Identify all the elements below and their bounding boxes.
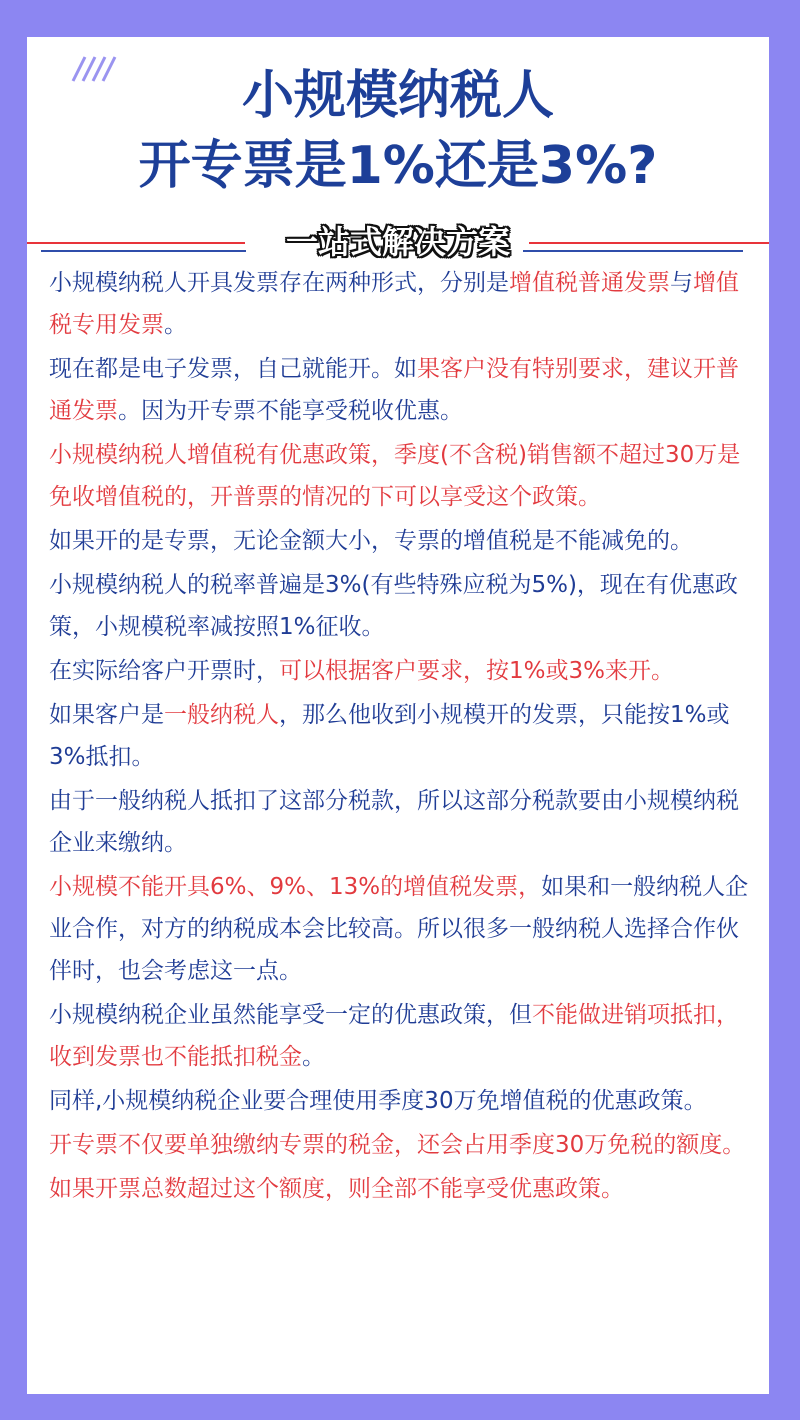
- paragraph: [49, 262, 755, 346]
- highlight-text: 果客户没有特别要求，建议开普通发票: [49, 356, 739, 424]
- paragraph: [49, 434, 755, 518]
- title-line-1: 小规模纳税人: [241, 66, 554, 126]
- highlight-text: 可以根据客户要求，按1%或3%来开。: [279, 658, 674, 684]
- body-text: 由于一般纳税人抵扣了这部分税款，所以这部分税款要由小规模纳税企业来缴纳。: [49, 788, 739, 856]
- body-text: 同样,小规模纳税企业要合理使用季度30万免增值税的优惠政策。: [49, 1088, 707, 1114]
- paragraph: [49, 650, 755, 692]
- body-text: 如果开的是专票，无论金额大小，专票的增值税是不能减免的。: [49, 528, 693, 554]
- highlight-text: 如果开票总数超过这个额度，则全部不能享受优惠政策。: [49, 1176, 624, 1202]
- paragraph: [49, 348, 755, 432]
- body-text: 。: [302, 1044, 325, 1070]
- body-text: 现在都是电子发票，自己就能开。如: [49, 356, 417, 382]
- body-text: 如果客户是: [49, 702, 164, 728]
- highlight-text: 增值税普通发票: [509, 270, 670, 296]
- subtitle: 一站式解决方案: [285, 223, 510, 261]
- paragraph: [49, 1080, 755, 1122]
- body-text: 小规模纳税企业虽然能享受一定的优惠政策，但: [49, 1002, 532, 1028]
- article-body: [49, 262, 755, 1212]
- body-text: 。因为开专票不能享受税收优惠。: [118, 398, 463, 424]
- highlight-text: 小规模不能开具6%、9%、13%的增值税发票，: [49, 874, 542, 900]
- highlight-text: 小规模纳税人增值税有优惠政策，季度(不含税)销售额不超过30万是免收增值税的，开普票的情况的下可以享受这个政策。: [49, 442, 741, 510]
- subtitle-banner: [27, 220, 769, 264]
- body-text: 如果和一般纳税人企业合作，对方的纳税成本会比较高。所以很多一般纳税人选择合作伙伴时，也会考虑这一点。: [49, 874, 749, 984]
- highlight-text: 增值税专用发票: [49, 270, 739, 338]
- highlight-text: 不能做进销项抵扣，收到发票也不能抵扣税金: [49, 1002, 739, 1070]
- paragraph: [49, 1168, 755, 1210]
- paragraph: [49, 994, 755, 1078]
- body-text: 与: [670, 270, 693, 296]
- content-card: [27, 37, 769, 1394]
- body-text: 小规模纳税人的税率普遍是3%(有些特殊应税为5%)，现在有优惠政策，小规模税率减按照1%征收。: [49, 572, 738, 640]
- highlight-text: 开专票不仅要单独缴纳专票的税金，还会占用季度30万免税的额度。: [49, 1132, 746, 1158]
- paragraph: [49, 780, 755, 864]
- page-title: [27, 61, 769, 201]
- highlight-text: 一般纳税人: [164, 702, 279, 728]
- body-text: 小规模纳税人开具发票存在两种形式，分别是: [49, 270, 509, 296]
- body-text: 。: [164, 312, 187, 338]
- paragraph: [49, 866, 755, 992]
- paragraph: [49, 694, 755, 778]
- paragraph: [49, 1124, 755, 1166]
- paragraph: [49, 520, 755, 562]
- body-text: ，那么他收到小规模开的发票，只能按1%或3%抵扣。: [49, 702, 730, 770]
- body-text: 在实际给客户开票时，: [49, 658, 279, 684]
- paragraph: [49, 564, 755, 648]
- title-line-2: 开专票是1%还是3%?: [138, 136, 658, 196]
